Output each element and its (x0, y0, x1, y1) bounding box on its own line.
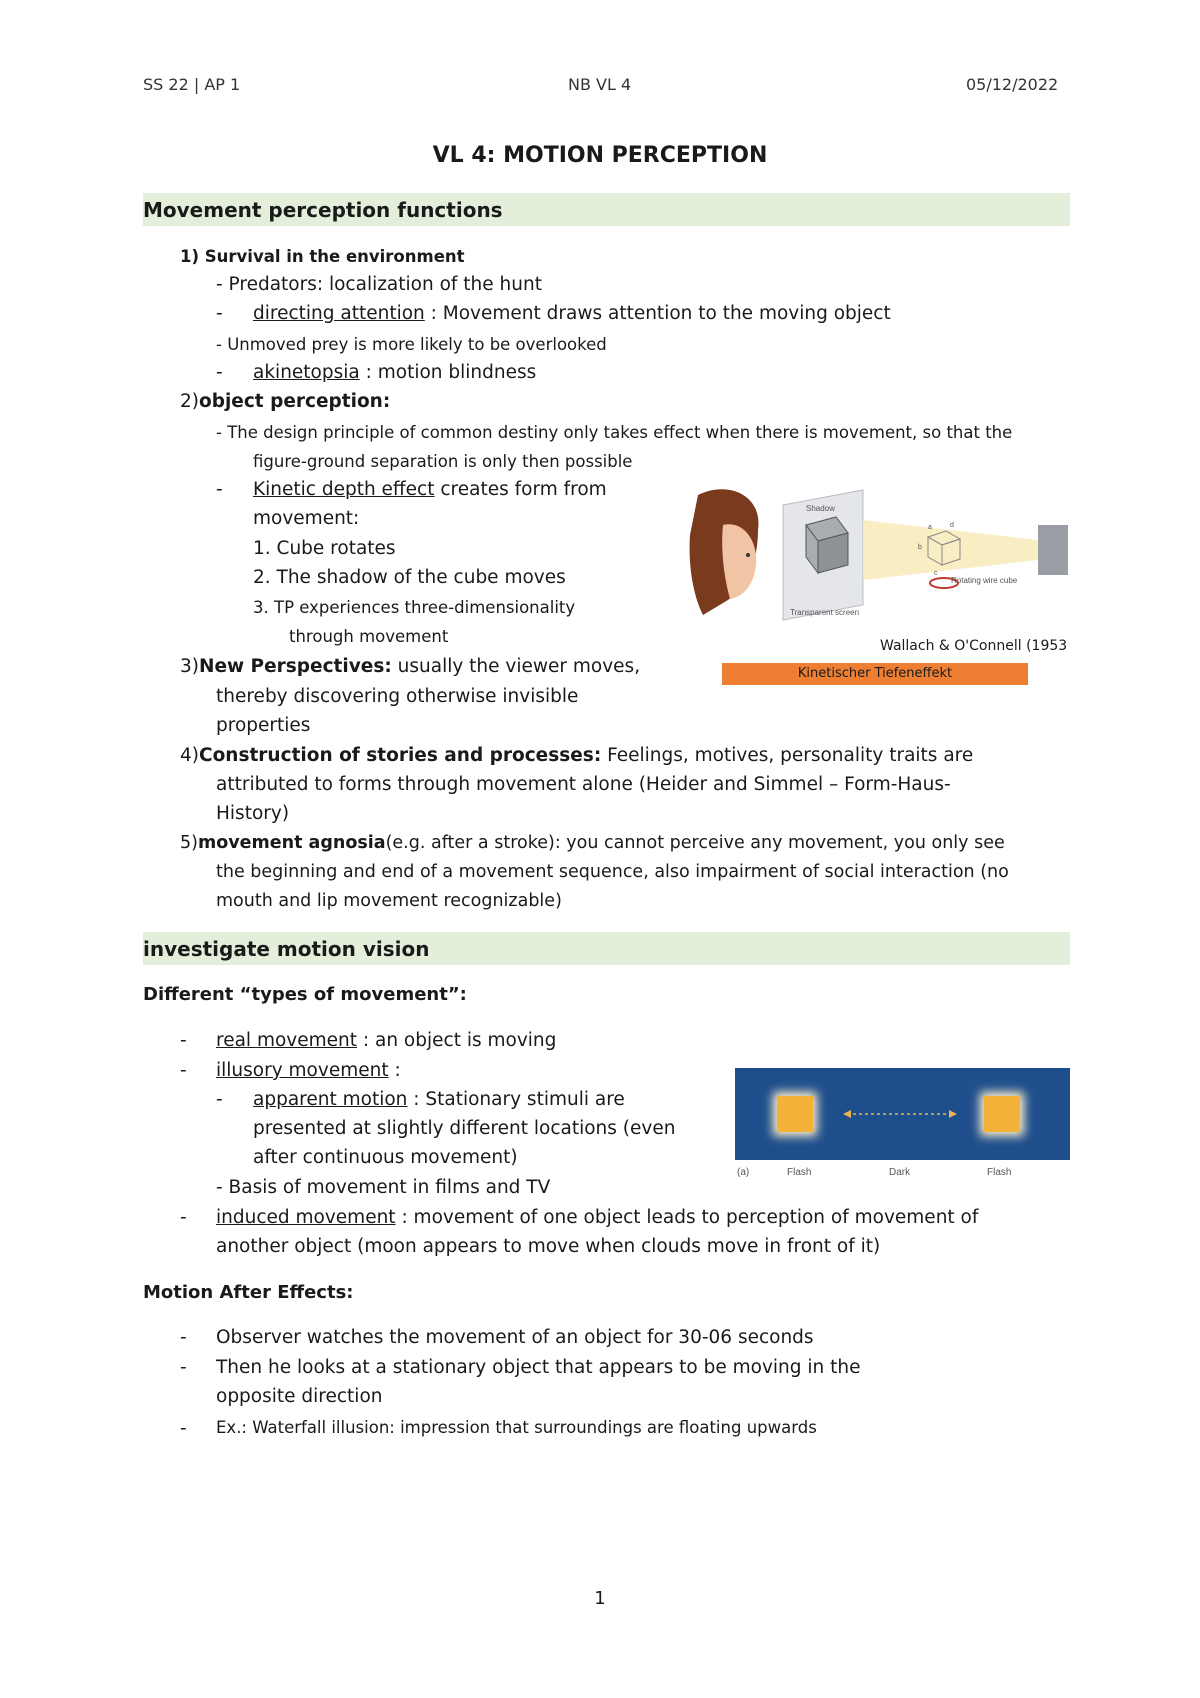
kinetic-line-2: movement: (253, 508, 360, 529)
mae-dash-1: - (180, 1327, 187, 1348)
stories-line-3: History) (216, 803, 290, 824)
mae-title: Motion After Effects: (143, 1282, 354, 1303)
figure2-label-flash2: Flash (987, 1167, 1012, 1178)
cube-label: Rotating wire cube (951, 576, 1018, 585)
akinetopsia-dash: - (216, 362, 223, 383)
flash-square-left (777, 1096, 813, 1132)
apparent-line-3: after continuous movement) (253, 1147, 518, 1168)
shadow-moves: 2. The shadow of the cube moves (253, 567, 566, 588)
object-perception-heading: 2)object perception: (180, 391, 391, 412)
mae-dash-3: - (180, 1418, 187, 1439)
akinetopsia-line: akinetopsia : motion blindness (253, 362, 537, 383)
section-heading-functions (143, 193, 1070, 226)
header-right: 05/12/2022 (966, 75, 1059, 94)
section-heading-text: investigate motion vision (143, 937, 430, 961)
stories-line: 4)Construction of stories and processes: Feelings, motives, personality traits are (180, 745, 974, 766)
agnosia-line: 5)movement agnosia(e.g. after a stroke): you cannot perceive any movement, you only see (180, 833, 1005, 853)
point-label-c: c (934, 570, 938, 577)
apparent-motion-figure (735, 1068, 1070, 1180)
illusory-term: illusory movement (216, 1060, 389, 1081)
page-number: 1 (594, 1588, 606, 1609)
apparent-dash: - (216, 1089, 223, 1110)
screen-label: Transparent screen (790, 608, 860, 617)
mae-dash-2: - (180, 1357, 187, 1378)
common-destiny-line: - The design principle of common destiny only takes effect when there is movement, so that the (216, 423, 1013, 442)
attention-dash: - (216, 303, 223, 324)
apparent-term: apparent motion (253, 1089, 408, 1110)
apparent-motion-line: apparent motion : Stationary stimuli are (253, 1089, 625, 1110)
point-label-d: d (950, 522, 954, 529)
section-heading-motion-vision (143, 932, 1070, 965)
section-heading-text: Movement perception functions (143, 198, 503, 222)
shadow-cube (806, 517, 848, 573)
point-label-b: b (918, 544, 922, 551)
real-term: real movement (216, 1030, 357, 1051)
kinetic-line: Kinetic depth effect creates form from (253, 479, 607, 500)
agnosia-line-3: mouth and lip movement recognizable) (216, 891, 562, 911)
induced-line-2: another object (moon appears to move when clouds move in front of it) (216, 1236, 881, 1257)
figure2-label-dark: Dark (889, 1167, 911, 1178)
mae-line-2b: opposite direction (216, 1386, 383, 1407)
illusory-dash: - (180, 1060, 187, 1081)
figure2-label-flash1: Flash (787, 1167, 812, 1178)
flash-square-right (984, 1096, 1020, 1132)
attention-term: directing attention (253, 303, 425, 324)
point-label-a: a (928, 524, 932, 531)
kinetic-term: Kinetic depth effect (253, 479, 435, 500)
light-source (1038, 525, 1068, 575)
agnosia-line-2: the beginning and end of a movement sequence, also impairment of social interaction (no (216, 862, 1009, 882)
mae-line-2: Then he looks at a stationary object that appears to be moving in the (216, 1357, 861, 1378)
induced-movement-line: induced movement : movement of one object leads to perception of movement of (216, 1207, 979, 1228)
kinetic-banner (722, 663, 1028, 685)
kinetic-depth-figure (688, 485, 1070, 625)
tp-experiences: 3. TP experiences three-dimensionality (253, 598, 576, 617)
survival-title: 1) Survival in the environment (180, 247, 465, 266)
through-movement: through movement (289, 627, 449, 646)
induced-dash: - (180, 1207, 187, 1228)
header-left: SS 22 | AP 1 (143, 75, 241, 94)
types-title: Different “types of movement”: (143, 984, 467, 1005)
illusory-movement-line: illusory movement : (216, 1060, 401, 1081)
kinetic-dash: - (216, 479, 223, 500)
page-title: VL 4: MOTION PERCEPTION (432, 143, 768, 168)
prey-line: - Unmoved prey is more likely to be overlooked (216, 335, 607, 354)
figure1-caption: Wallach & O'Connell (1953 (880, 638, 1068, 654)
films-line: - Basis of movement in films and TV (216, 1177, 551, 1198)
face-illustration (690, 489, 759, 615)
figure2-label-a: (a) (737, 1167, 750, 1178)
cube-rotates: 1. Cube rotates (253, 538, 396, 559)
akinetopsia-term: akinetopsia (253, 362, 360, 383)
header-center: NB VL 4 (568, 75, 632, 94)
induced-term: induced movement (216, 1207, 396, 1228)
light-beam (863, 520, 1038, 580)
figure-ground-line: figure-ground separation is only then possible (253, 452, 633, 471)
mae-line-1: Observer watches the movement of an object for 30-06 seconds (216, 1327, 814, 1348)
real-movement-line: real movement : an object is moving (216, 1030, 557, 1051)
stories-line-2: attributed to forms through movement alone (Heider and Simmel – Form-Haus- (216, 774, 951, 795)
shadow-label: Shadow (806, 504, 835, 513)
apparent-line-2: presented at slightly different locations (even (253, 1118, 676, 1139)
predators-line: - Predators: localization of the hunt (216, 274, 542, 295)
kinetic-banner-text: Kinetischer Tiefeneffekt (797, 666, 953, 681)
new-perspectives-line-3: properties (216, 715, 311, 736)
real-dash: - (180, 1030, 187, 1051)
new-perspectives-line: 3)New Perspectives: usually the viewer moves, (180, 656, 641, 677)
mae-line-3: Ex.: Waterfall illusion: impression that surroundings are floating upwards (216, 1418, 817, 1437)
attention-line: directing attention : Movement draws attention to the moving object (253, 303, 891, 324)
new-perspectives-line-2: thereby discovering otherwise invisible (216, 686, 579, 707)
